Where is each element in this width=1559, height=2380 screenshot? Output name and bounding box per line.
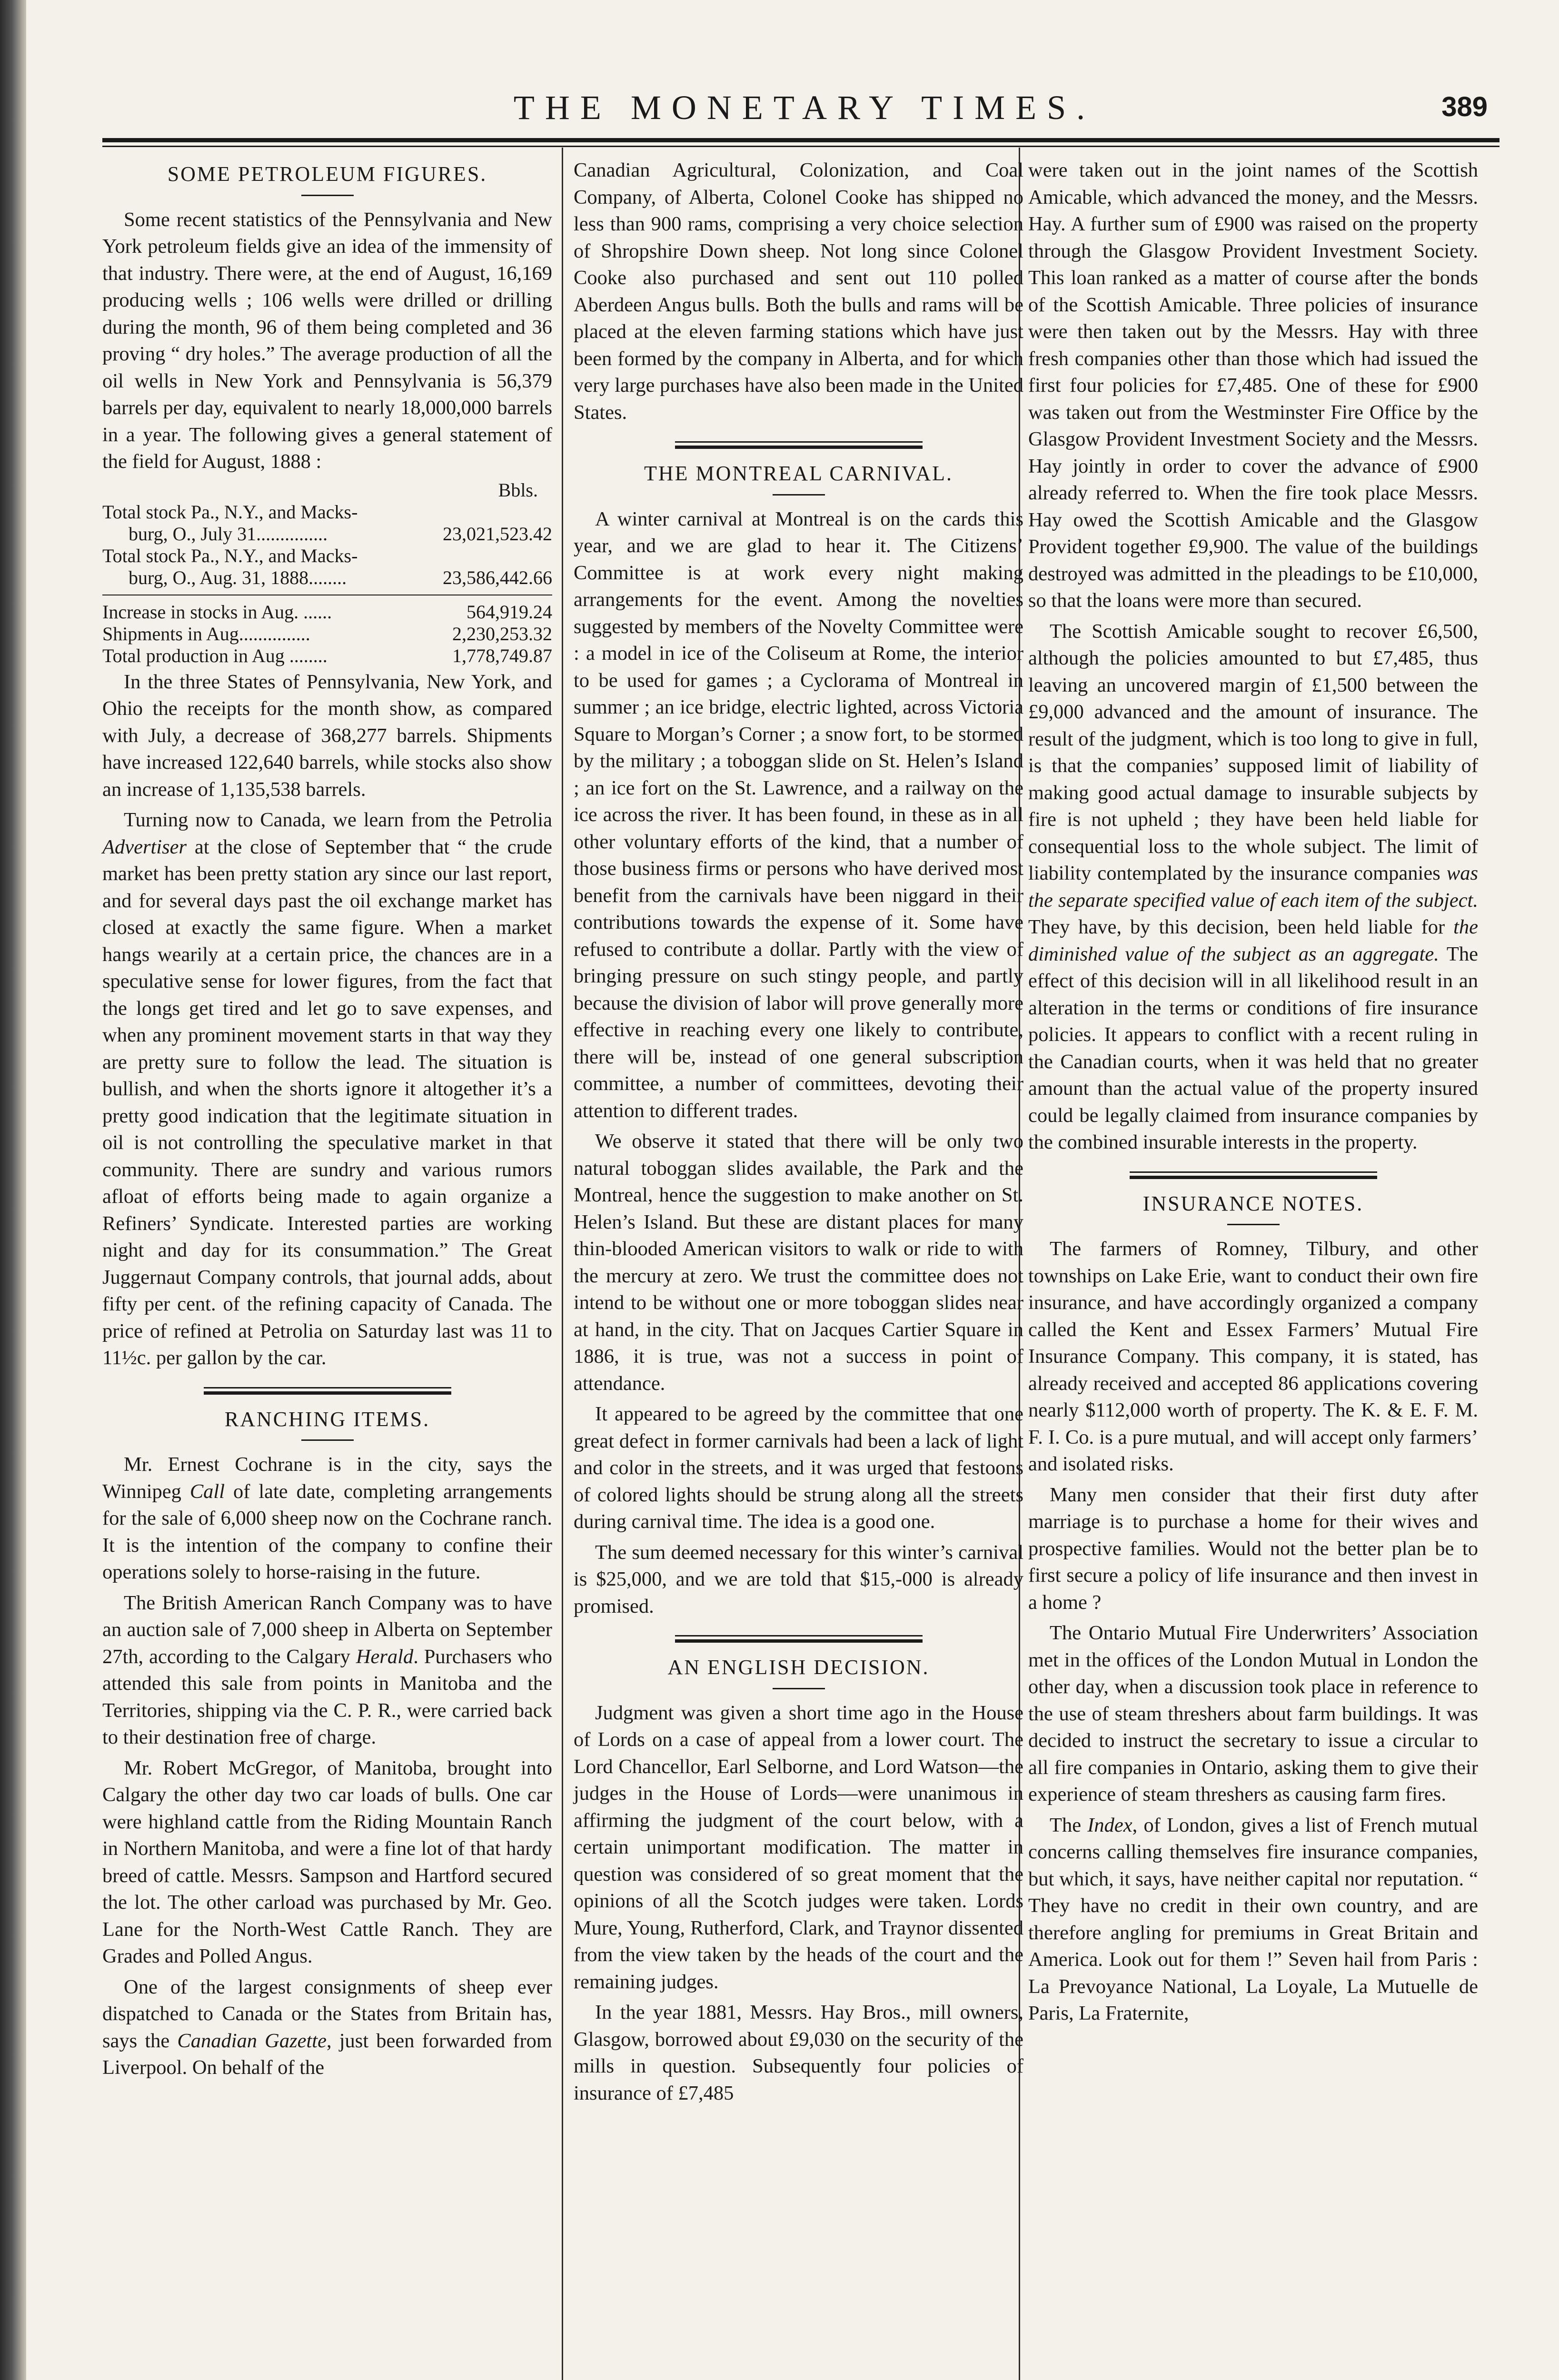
masthead <box>102 88 1507 131</box>
section-separator <box>574 441 1023 449</box>
heading-dash <box>773 1688 825 1689</box>
page-binding-edge <box>0 0 26 2380</box>
heading-dash <box>1227 1224 1280 1225</box>
column-1 <box>102 157 552 2085</box>
article-petroleum <box>102 161 552 1372</box>
paragraph: The Index, of London, gives a list of French mutual concerns calling themselves fire insurance companies, but which, it says, have neither capital nor reputation. “ They have no credit in their own country, and are therefore angling for premiums in Great Britain and America. Look out for them !” Seven hail from Paris : La Prevoyance National, La Loyale, La Mutuelle de Paris, La Fraternite, <box>1028 1814 1478 2024</box>
article-montreal-carnival <box>574 460 1023 1620</box>
stat-row: Total production in Aug ........ 1,778,749.87 <box>102 645 552 666</box>
article-heading: INSURANCE NOTES. <box>1142 1191 1364 1215</box>
statistics-table <box>102 479 552 667</box>
column-2 <box>574 157 1023 2111</box>
paragraph: The Ontario Mutual Fire Underwriters’ Association met in the offices of the London Mutual in London the other day, when a discussion took place in reference to the use of steam threshers about farm buildings. It was decided to instruct the secretary to issue a circular to all fire companies in Ontario, asking them to give their experience of steam threshers as causing farm fires. <box>1028 1622 1478 1805</box>
stat-row: Increase in stocks in Aug. ...... 564,919.24 <box>102 601 552 623</box>
paragraph: Canadian Agricultural, Colonization, and Coal Company, of Alberta, Colonel Cooke has shipped no less than 900 rams, comprising a very choice selection of Shropshire Down sheep. Not long since Colonel Cooke also purchased and sent out 110 polled Aberdeen Angus bulls. Both the bulls and rams will be placed at the eleven farming stations which have just been formed by the company in Alberta, and for which very large purchases have also been made in the United States. <box>574 159 1023 424</box>
paragraph: In the year 1881, Messrs. Hay Bros., mill owners, Glasgow, borrowed about £9,030 on the security of the mills in question. Subsequently four policies of insurance of £7,485 <box>574 2001 1023 2104</box>
heading-dash <box>773 494 825 496</box>
paragraph: The sum deemed necessary for this winter’s carnival is $25,000, and we are told that $15,-000 is already promised. <box>574 1541 1023 1617</box>
article-english-decision <box>574 1654 1023 2107</box>
stat-row: Total stock Pa., N.Y., and Macks- <box>102 501 358 523</box>
masthead-rule-thin <box>102 146 1499 147</box>
paragraph: It appeared to be agreed by the committee that one great defect in former carnivals had been a lack of light and color in the streets, and it was urged that festoons of colored lights should be strung along all the streets during carnival time. The idea is a good one. <box>574 1403 1023 1533</box>
masthead-rule-thick <box>102 138 1499 142</box>
paragraph: The British American Ranch Company was to have an auction sale of 7,000 sheep in Alberta on September 27th, according to the Calgary Herald. Purchasers who attended this sale from points in Manitoba and the Territories, shipping via the C. P. R., were carried back to their destination free of charge. <box>102 1591 552 1748</box>
paragraph: Turning now to Canada, we learn from the Petrolia Advertiser at the close of September that “ the crude market has been pretty station ary since our last report, and for several days past the oil exchange market has closed at exactly the same figure. When a market hangs wearily at a certain price, the chances are in a speculative sense for lower figures, from the fact that the longs get tired and let go to save expenses, and when any prominent movement starts in that way they are pretty sure to follow the lead. The situation is bullish, and when the shorts ignore it altogether it’s a pretty good indication that the legitimate situation in oil is not controlling the speculative market in that community. There are sundry and various rumors afloat of efforts being made to again organize a Refiners’ Syndicate. Interested parties are working night and day for its consummation.” The Great Juggernaut Company controls, that journal adds, about fifty per cent. of the refining capacity of Canada. The price of refined at Petrolia on Saturday last was 11 to 11½c. per gallon by the car. <box>102 809 552 1369</box>
stat-row: Shipments in Aug............... 2,230,253.32 <box>102 623 552 645</box>
heading-dash <box>301 195 354 196</box>
article-heading: RANCHING ITEMS. <box>224 1407 430 1431</box>
article-heading: AN ENGLISH DECISION. <box>667 1656 930 1679</box>
paragraph: Judgment was given a short time ago in the House of Lords on a case of appeal from a lower court. The Lord Chancellor, Earl Selborne, and Lord Watson—the judges in the House of Lords—were unanimous in affirming the judgment of the court below, with a certain unimportant modification. The matter in question was considered of so great moment that the opinions of all the Scotch judges were taken. Lords Mure, Young, Rutherford, Clark, and Traynor dissented from the view taken by the heads of the court and the remaining judges. <box>574 1701 1023 1993</box>
page-number: 389 <box>1441 91 1488 122</box>
article-heading: SOME PETROLEUM FIGURES. <box>167 162 487 186</box>
paragraph: The Scottish Amicable sought to recover £6,500, although the policies amounted to but £7,485, thus leaving an uncovered margin of £1,500 between the £9,000 advanced and the amount of insurance. The result of the judgment, which is too long to give in full, is that the companies’ supposed limit of liability of making good actual damage to insurable subjects by fire is not upheld ; they have been held liable for consequential loss to the whole subject. The limit of liability contemplated by the insurance companies was the separate specified value of each item of the subject. They have, by this decision, been held liable for the diminished value of the subject as an aggregate. The effect of this decision will in all likelihood result in an alteration in the terms or conditions of fire insurance policies. It appears to conflict with a recent ruling in the Canadian courts, when it was held that no greater amount than the actual value of the property insured could be legally claimed from insurance companies by the combined insurable interests in the property. <box>1028 620 1478 1153</box>
column-divider <box>562 148 563 2380</box>
paragraph: In the three States of Pennsylvania, New York, and Ohio the receipts for the month show, as compared with July, a decrease of 368,277 barrels. Shipments have increased 122,640 barrels, while stocks also show an increase of 1,135,538 barrels. <box>102 670 552 801</box>
stat-row: Total stock Pa., N.Y., and Macks- <box>102 545 358 566</box>
paragraph: Mr. Ernest Cochrane is in the city, says the Winnipeg Call of late date, completing arrangements for the sale of 6,000 sheep now on the Cochrane ranch. It is the intention of the company to confine their operations solely to horse-raising in the future. <box>102 1453 552 1583</box>
paragraph: Some recent statistics of the Pennsylvania and New York petroleum fields give an idea of the immensity of that industry. There were, at the end of August, 16,169 producing wells ; 106 wells were drilled or drilling during the month, 96 of them being completed and 36 proving “ dry holes.” The average production of all the oil wells in New York and Pennsylvania is 56,379 barrels per day, equivalent to nearly 18,000,000 barrels in a year. The following gives a general statement of the field for August, 1888 : <box>102 208 552 473</box>
article-insurance-notes <box>1028 1190 1478 2027</box>
paragraph: were taken out in the joint names of the Scottish Amicable, which advanced the money, and the Messrs. Hay. A further sum of £900 was raised on the property through the Glasgow Provident Investment Society. This loan ranked as a matter of course after the bonds of the Scottish Amicable. Three policies of insurance were then taken out by the Messrs. Hay with three fresh companies other than those which had issued the first four policies for £7,485. One of these for £900 was taken out from the Westminster Fire Office by the Glasgow Provident Investment Society and the Messrs. Hay jointly in order to cover the advance of £900 already referred to. When the fire took place Messrs. Hay owed the Scottish Amicable and the Glasgow Provident together £9,900. The value of the buildings destroyed was admitted in the pleadings to be £10,000, so that the loans were more than secured. <box>1028 159 1478 612</box>
paragraph: One of the largest consignments of sheep ever dispatched to Canada or the States from Britain has, says the Canadian Gazette, just been forwarded from Liverpool. On behalf of the <box>102 1975 552 2079</box>
section-separator <box>1028 1171 1478 1179</box>
paragraph: The farmers of Romney, Tilbury, and other townships on Lake Erie, want to conduct their own fire insurance, and have accordingly organized a company called the Kent and Essex Farmers’ Mutual Fire Insurance Company. This company, it is stated, has already received and accepted 86 applications covering nearly $112,000 worth of property. The K. & E. F. M. F. I. Co. is a pure mutual, and will accept only farmers’ and isolated risks. <box>1028 1238 1478 1475</box>
paragraph: We observe it stated that there will be only two natural toboggan slides available, the Park and the Montreal, hence the suggestion to make another on St. Helen’s Island. But these are distant places for many thin-blooded American visitors to walk or ride to with the mercury at zero. We trust the committee does not intend to be without one or more toboggan slides near at hand, in the city. That on Jacques Cartier Square in 1886, it is true, was not a success in point of attendance. <box>574 1130 1023 1395</box>
column-3 <box>1028 157 1478 2031</box>
unit-label: Bbls. <box>498 479 538 501</box>
heading-dash <box>301 1439 354 1441</box>
section-separator <box>574 1635 1023 1643</box>
paragraph: Many men consider that their first duty after marriage is to purchase a home for their wives and prospective families. Would not the better plan be to first secure a policy of life insurance and then invest in a home ? <box>1028 1483 1478 1614</box>
article-heading: THE MONTREAL CARNIVAL. <box>644 462 953 485</box>
paragraph: A winter carnival at Montreal is on the cards this year, and we are glad to hear it. The Citizens’ Committee is at work every night making arrangements for the event. Among the novelties suggested by members of the Novelty Committee were : a model in ice of the Coliseum at Rome, the interior to be used for games ; a Cyclorama of Montreal in summer ; an ice bridge, electric lighted, across Victoria Square to Morgan’s Corner ; a snow fort, to be stormed by the military ; a toboggan slide on St. Helen’s Island ; an ice fort on the St. Lawrence, and a railway on the ice across the river. It has been found, in these as in all other voluntary efforts of the kind, that a number of those business firms or persons who have derived most benefit from the carnivals have been niggard in their contributions towards the expense of it. Some have refused to contribute a dollar. Partly with the view of bringing pressure on such stingy people, and partly because the division of labor will prove generally more effective in reaching every one likely to contribute, there will be, instead of one general subscription committee, a number of committees, devoting their attention to different trades. <box>574 507 1023 1122</box>
stat-row: burg, O., July 31............... 23,021,523.42 <box>129 523 552 545</box>
publication-title: THE MONETARY TIMES. <box>513 89 1096 127</box>
section-separator <box>102 1387 552 1395</box>
stat-row: burg, O., Aug. 31, 1888........ 23,586,442.66 <box>129 566 552 588</box>
paragraph: Mr. Robert McGregor, of Manitoba, brought into Calgary the other day two car loads of bulls. One car were highland cattle from the Riding Mountain Ranch in Northern Manitoba, and were a fine lot of that hardy breed of cattle. Messrs. Sampson and Hartford secured the lot. The other carload was purchased by Mr. Geo. Lane for the North-West Cattle Ranch. They are Grades and Polled Angus. <box>102 1756 552 1967</box>
article-ranching <box>102 1406 552 2082</box>
